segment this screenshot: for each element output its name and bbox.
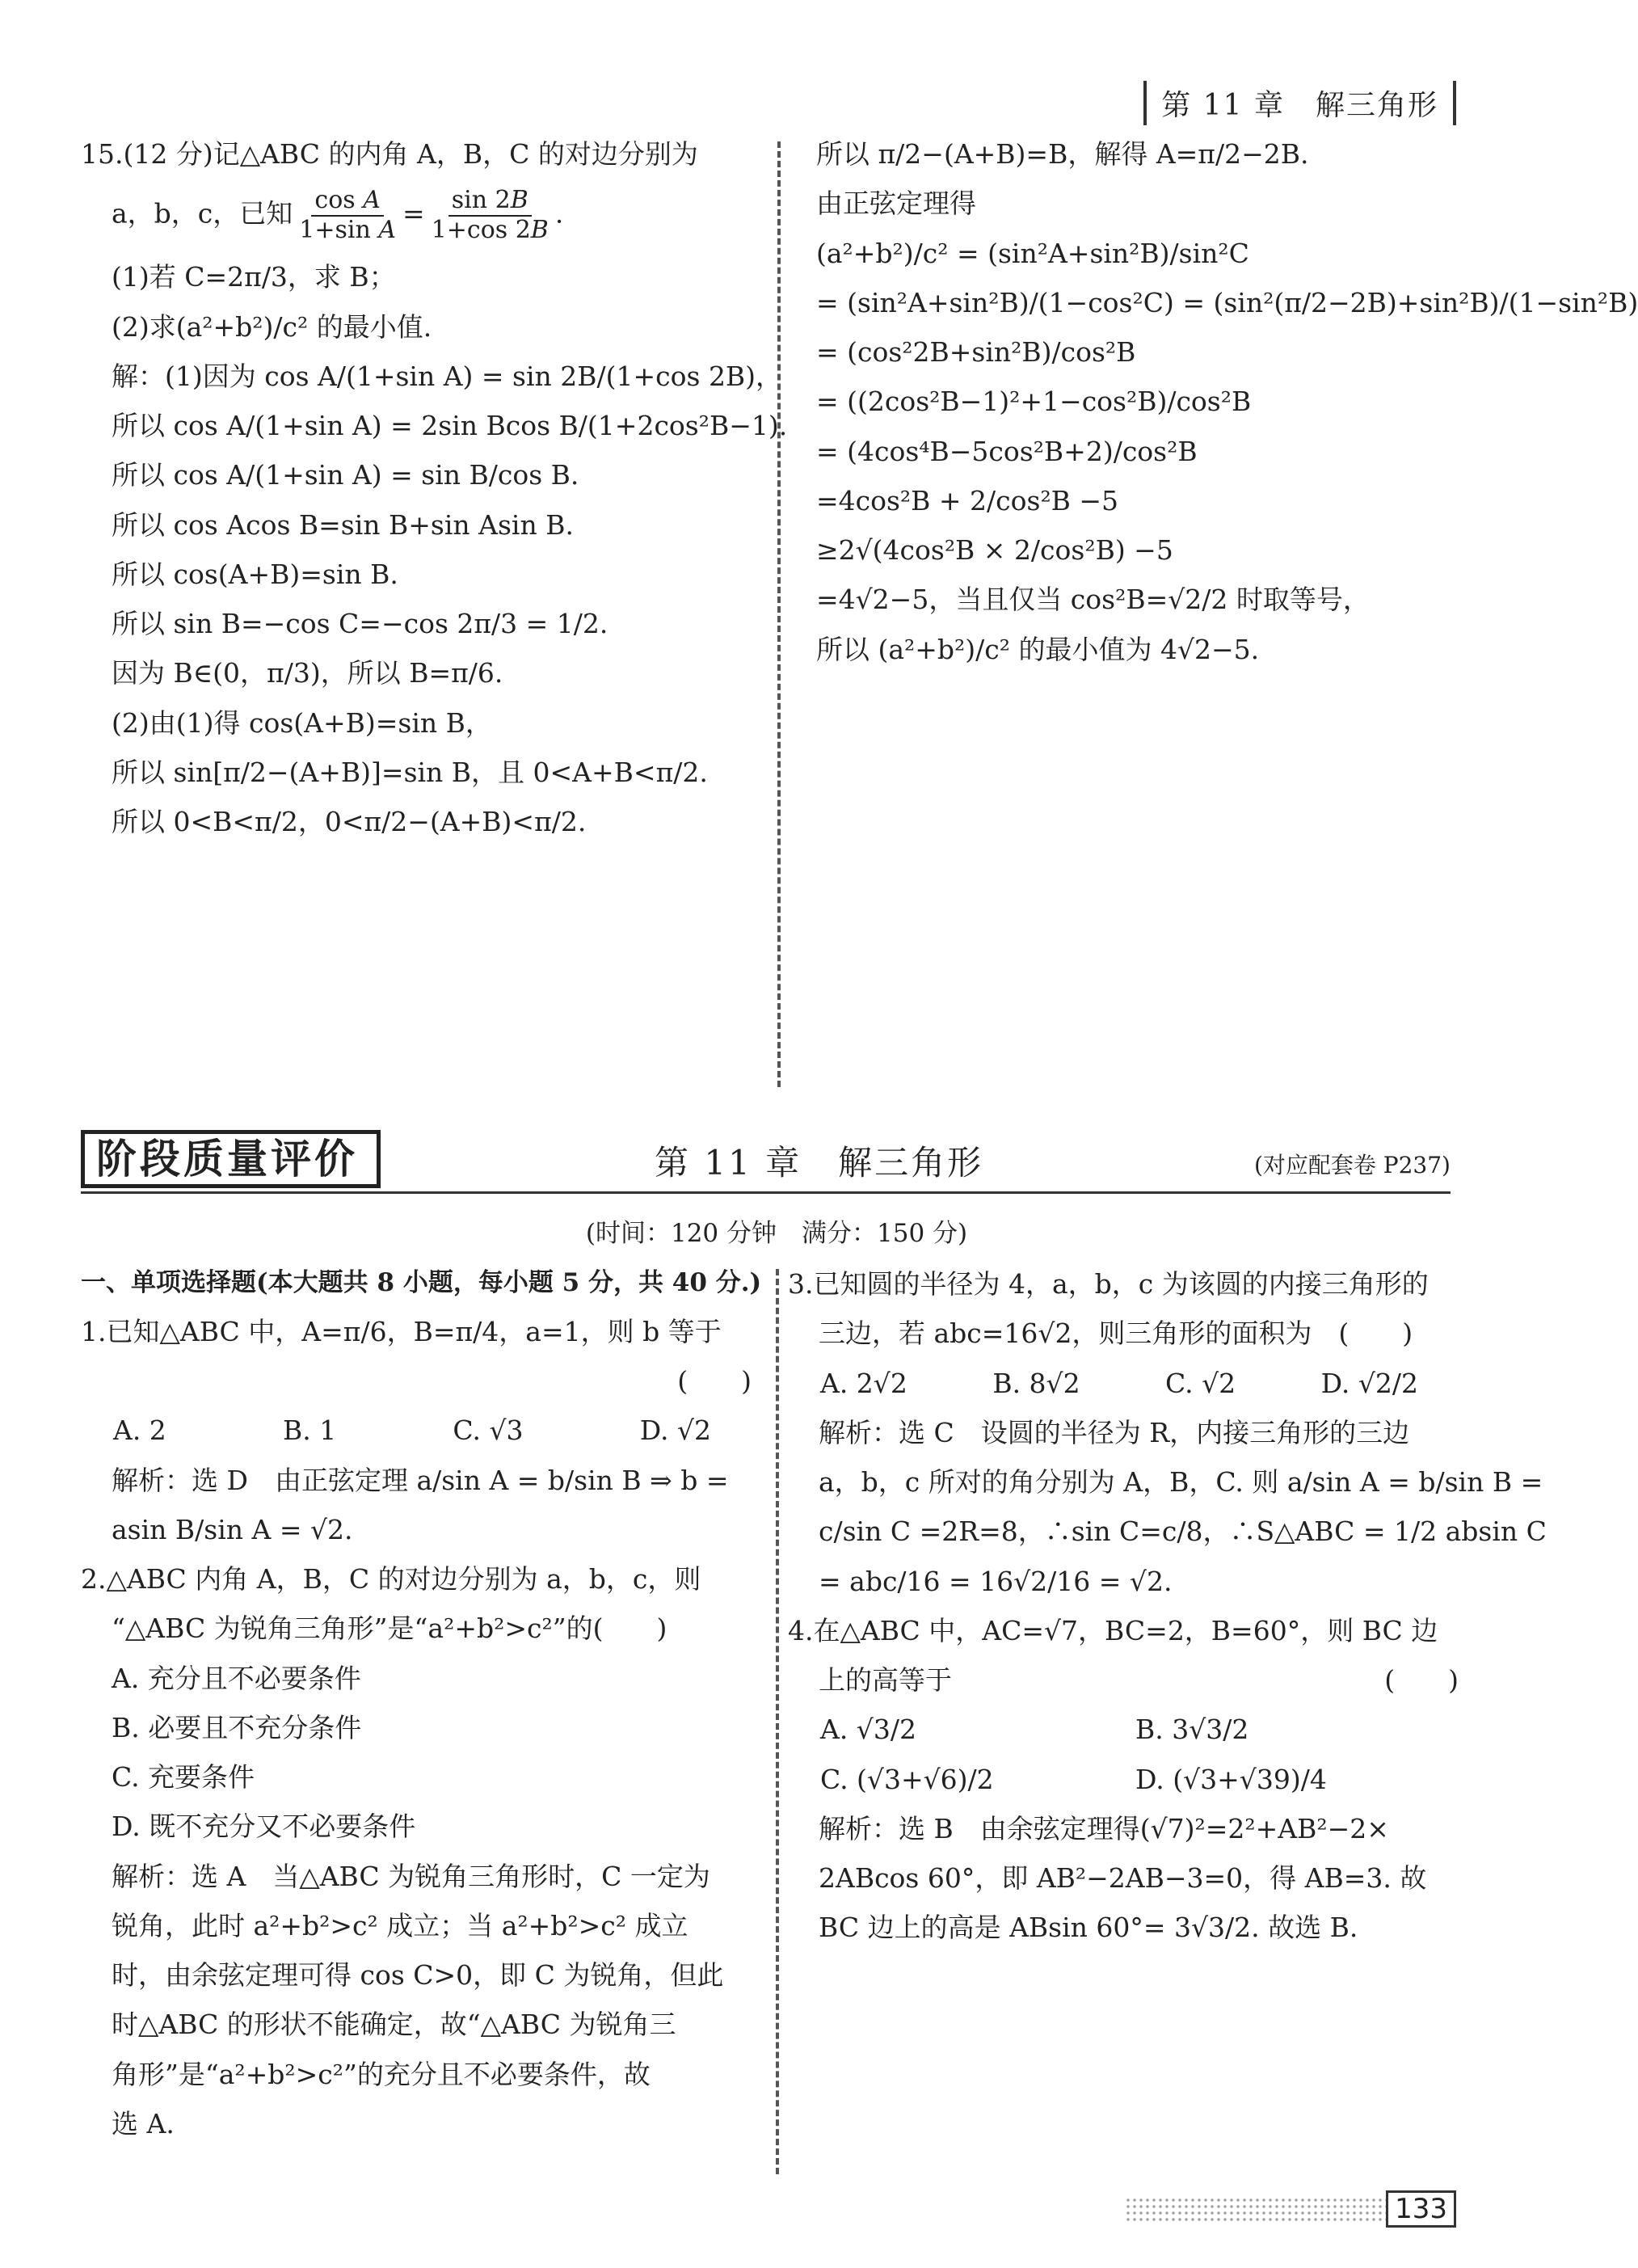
q4-options-row2	[820, 1763, 1451, 1796]
questions-right-column	[788, 1267, 1547, 1961]
fraction: $\frac{\text{cos A}}{\text{1+sin A}}$	[299, 186, 397, 244]
option: A. 充分且不必要条件	[112, 1662, 361, 1694]
q3-options	[820, 1367, 1418, 1400]
q2-analysis: 锐角，此时 a²+b²>c² 成立；当 a²+b²>c² 成立	[112, 1909, 688, 1941]
q1-options	[113, 1414, 711, 1447]
solution-step: 所以 π/2−(A+B)=B，解得 A=π/2−2B.	[816, 138, 1309, 170]
q1-analysis: 解析：选 D 由正弦定理 a/sin A = b/sin B ⇒ b =	[112, 1464, 729, 1496]
section-title: 阶段质量评价	[81, 1130, 369, 1188]
solution-step: 所以 sin[π/2−(A+B)]=sin B，且 0<A+B<π/2.	[112, 756, 708, 788]
q4-analysis: 解析：选 B 由余弦定理得(√7)²=2²+AB²−2×	[819, 1812, 1389, 1844]
solution-step: 所以 0<B<π/2，0<π/2−(A+B)<π/2.	[112, 806, 587, 837]
option: C. 充要条件	[112, 1761, 255, 1793]
solution-step: (2)由(1)得 cos(A+B)=sin B，	[112, 706, 492, 739]
q4-stem-text: 上的高等于	[819, 1664, 952, 1696]
option: B. 1	[283, 1414, 337, 1447]
q2-analysis: 时，由余弦定理可得 cos C>0，即 C 为锐角，但此	[112, 1959, 724, 1991]
solution-step: 所以 sin B=−cos C=−cos 2π/3 = 1/2.	[112, 608, 608, 639]
option: C. √3	[453, 1414, 524, 1447]
solution-step: = (4cos⁴B−5cos²B+2)/cos²B	[816, 435, 1198, 467]
q2-analysis: 角形”是“a²+b²>c²”的充分且不必要条件，故	[112, 2058, 651, 2090]
option: B. 8√2	[992, 1367, 1080, 1399]
option: D. √2	[639, 1414, 711, 1447]
solution-step: 所以 cos(A+B)=sin B.	[112, 558, 398, 590]
q4-stem-2	[788, 1663, 1459, 1697]
q4-analysis: BC 边上的高是 ABsin 60°= 3√3/2. 故选 B.	[819, 1912, 1358, 1944]
q2-stem: 2.△ABC 内角 A，B，C 的对边分别为 a，b，c，则	[81, 1563, 701, 1595]
option: D. 既不充分又不必要条件	[112, 1811, 416, 1843]
solution-step: = (cos²2B+sin²B)/cos²B	[816, 336, 1136, 368]
q3-stem: 三边，若 abc=16√2，则三角形的面积为 ( )	[819, 1317, 1413, 1350]
part-heading-text: 一、单项选择题(本大题共 8 小题，每小题 5 分，共 40 分.)	[81, 1268, 762, 1297]
fraction: $\frac{\sin 2B}{1+\cos 2B}$	[431, 186, 549, 244]
column-divider-top	[777, 141, 781, 1087]
solution-step: 解：(1)因为 cos A/(1+sin A) = sin 2B/(1+cos 2B)，	[112, 360, 783, 392]
solution-step: ≥2√(4cos²B × 2/cos²B) −5	[816, 534, 1173, 566]
part-heading	[81, 1267, 762, 1299]
questions-left-column	[81, 1267, 762, 2156]
q4-stem: 4.在△ABC 中，AC=√7，BC=2，B=60°，则 BC 边	[788, 1614, 1438, 1646]
problem15-part1: (1)若 C=2π/3，求 B；	[112, 261, 396, 293]
solution-step: 所以 (a²+b²)/c² 的最小值为 4√2−5.	[816, 633, 1260, 665]
option: B. 必要且不充分条件	[112, 1711, 362, 1743]
running-header: 第 11 章 解三角形	[1143, 81, 1456, 125]
option: D. (√3+√39)/4	[1135, 1763, 1327, 1795]
q3-analysis: c/sin C =2R=8，∴sin C=c/8，∴S△ABC = 1/2 absin C	[819, 1516, 1547, 1548]
solution-step: 所以 cos Acos B=sin B+sin Asin B.	[112, 508, 574, 541]
q1-stem: 1.已知△ABC 中，A=π/6，B=π/4，a=1，则 b 等于	[81, 1315, 722, 1347]
solution-step: 由正弦定理得	[816, 188, 976, 220]
solution-step: 所以 cos A/(1+sin A) = sin B/cos B.	[112, 459, 579, 491]
section-reference: (对应配套卷 P237)	[1253, 1152, 1451, 1178]
solution-step: =4cos²B + 2/cos²B −5	[816, 484, 1119, 516]
q1-analysis: asin B/sin A = √2.	[112, 1513, 353, 1545]
solution-step: = ((2cos²B−1)²+1−cos²B)/cos²B	[816, 386, 1252, 418]
q2-analysis: 选 A.	[112, 2107, 175, 2139]
q3-analysis: 解析：选 C 设圆的半径为 R，内接三角形的三边	[819, 1416, 1410, 1448]
solution-step: = (sin²A+sin²B)/(1−cos²C) = (sin²(π/2−2B)+sin²B)/(1−sin²B)	[816, 286, 1638, 318]
option: C. √2	[1165, 1367, 1236, 1399]
q2-analysis: 时△ABC 的形状不能确定，故“△ABC 为锐角三	[112, 2009, 676, 2041]
option: A. 2√2	[820, 1367, 907, 1399]
problem15-condition: a，b，c，已知 $\frac{\text{cos A}}{\text{1+sin A}}$ = $\frac{\sin 2B}{1+\cos 2B}$ .	[112, 186, 564, 244]
problem15-right-column	[816, 137, 1638, 682]
section-header	[81, 1130, 1451, 1194]
option: B. 3√3/2	[1135, 1714, 1249, 1746]
exam-time-info: (时间：120 分钟 满分：150 分)	[585, 1219, 968, 1248]
problem15-left-column	[81, 137, 788, 854]
option: D. √2/2	[1320, 1367, 1418, 1399]
solution-step: 因为 B∈(0，π/3)，所以 B=π/6.	[112, 657, 503, 689]
option: A. √3/2	[820, 1714, 916, 1746]
problem15-title: 15.(12 分)记△ABC 的内角 A，B，C 的对边分别为	[81, 138, 698, 170]
q2-analysis: 解析：选 A 当△ABC 为锐角三角形时，C 一定为	[112, 1860, 710, 1892]
solution-step: 所以 cos A/(1+sin A) = 2sin Bcos B/(1+2cos²B−1).	[112, 410, 788, 441]
option: A. 2	[113, 1414, 166, 1447]
problem15-part2: (2)求(a²+b²)/c² 的最小值.	[112, 310, 432, 343]
q4-analysis: 2ABcos 60°，即 AB²−2AB−3=0，得 AB=3. 故	[819, 1862, 1427, 1894]
q3-stem: 3.已知圆的半径为 4，a，b，c 为该圆的内接三角形的	[788, 1268, 1429, 1300]
option: C. (√3+√6)/2	[820, 1763, 994, 1795]
page-number: 133	[1386, 2190, 1456, 2228]
q4-options-row1	[820, 1713, 1451, 1746]
section-chapter: 第 11 章 解三角形	[655, 1143, 984, 1182]
q2-stem: “△ABC 为锐角三角形”是“a²+b²>c²”的( )	[112, 1612, 667, 1645]
column-divider-bottom	[776, 1269, 779, 2174]
q3-analysis: = abc/16 = 16√2/16 = √2.	[819, 1565, 1173, 1597]
q3-analysis: a，b，c 所对的角分别为 A，B，C. 则 a/sin A = b/sin B =	[819, 1466, 1543, 1498]
problem15-condition-prefix: a，b，c，已知	[112, 197, 293, 230]
decorative-dot-pattern	[1125, 2197, 1392, 2221]
solution-step: =4√2−5，当且仅当 cos²B=√2/2 时取等号，	[816, 584, 1370, 616]
solution-step: (a²+b²)/c² = (sin²A+sin²B)/sin²C	[816, 237, 1249, 269]
answer-paren: ( )	[1384, 1664, 1459, 1696]
answer-paren: ( )	[677, 1365, 752, 1397]
